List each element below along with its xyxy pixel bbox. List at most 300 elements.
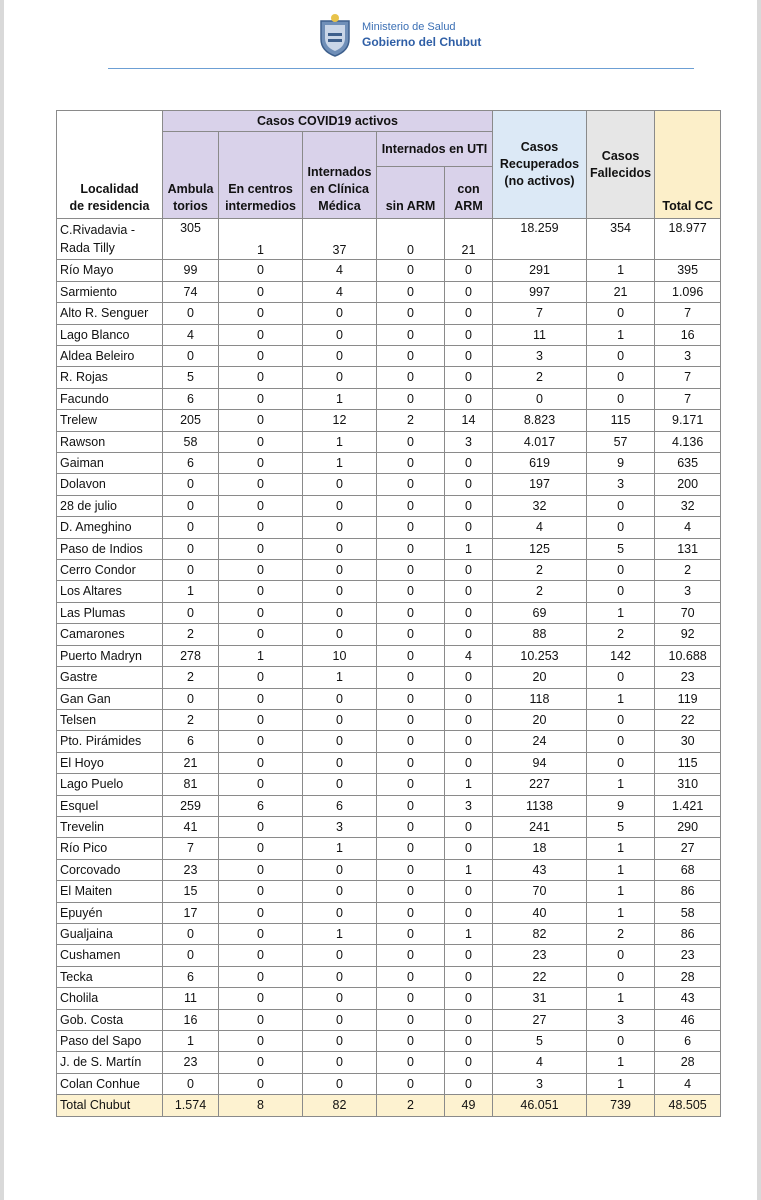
cell-con-arm: 0 bbox=[445, 966, 493, 987]
cell-centros: 0 bbox=[219, 731, 303, 752]
cell-fallecidos: 9 bbox=[587, 795, 655, 816]
cell-fallecidos: 0 bbox=[587, 731, 655, 752]
cell-fallecidos: 354 bbox=[587, 219, 655, 260]
cell-clinica: 37 bbox=[303, 219, 377, 260]
cell-total: 6 bbox=[655, 1031, 721, 1052]
cell-recuperados: 8.823 bbox=[493, 410, 587, 431]
cell-centros: 0 bbox=[219, 966, 303, 987]
cell-total: 22 bbox=[655, 709, 721, 730]
cell-sin-arm: 0 bbox=[377, 1052, 445, 1073]
table-row bbox=[57, 388, 721, 409]
cell-recuperados: 125 bbox=[493, 538, 587, 559]
cell-sin-arm: 0 bbox=[377, 881, 445, 902]
col-localidad-header: Localidad de residencia bbox=[57, 111, 163, 219]
cell-con-arm: 0 bbox=[445, 602, 493, 623]
cell-localidad: Río Mayo bbox=[57, 260, 163, 281]
cell-localidad: Puerto Madryn bbox=[57, 645, 163, 666]
cell-ambulatorios: 205 bbox=[163, 410, 219, 431]
cell-con-arm: 0 bbox=[445, 667, 493, 688]
cell-recuperados: 20 bbox=[493, 709, 587, 730]
cell-centros: 0 bbox=[219, 538, 303, 559]
cell-total: 23 bbox=[655, 945, 721, 966]
cell-sin-arm: 0 bbox=[377, 667, 445, 688]
table-row bbox=[57, 902, 721, 923]
cell-ambulatorios: 0 bbox=[163, 923, 219, 944]
table-row bbox=[57, 453, 721, 474]
table-row bbox=[57, 795, 721, 816]
cell-ambulatorios: 0 bbox=[163, 688, 219, 709]
cell-clinica: 6 bbox=[303, 795, 377, 816]
table-row bbox=[57, 688, 721, 709]
cell-recuperados: 11 bbox=[493, 324, 587, 345]
cell-sin-arm: 0 bbox=[377, 602, 445, 623]
cell-ambulatorios: 16 bbox=[163, 1009, 219, 1030]
cell-ambulatorios: 11 bbox=[163, 988, 219, 1009]
cell-ambulatorios: 278 bbox=[163, 645, 219, 666]
cell-fallecidos: 57 bbox=[587, 431, 655, 452]
col-clinica-header: Internados en Clínica Médica bbox=[303, 132, 377, 219]
table-row bbox=[57, 367, 721, 388]
cell-recuperados: 40 bbox=[493, 902, 587, 923]
table-row bbox=[57, 752, 721, 773]
cell-clinica: 0 bbox=[303, 624, 377, 645]
table-row bbox=[57, 1031, 721, 1052]
cell-clinica: 0 bbox=[303, 1009, 377, 1030]
cell-ambulatorios: 0 bbox=[163, 303, 219, 324]
cell-localidad: Tecka bbox=[57, 966, 163, 987]
cell-centros: 0 bbox=[219, 303, 303, 324]
cell-con-arm: 3 bbox=[445, 795, 493, 816]
cell-recuperados: 10.253 bbox=[493, 645, 587, 666]
cell-sin-arm: 0 bbox=[377, 303, 445, 324]
cell-centros: 1 bbox=[219, 219, 303, 260]
cell-con-arm: 0 bbox=[445, 1073, 493, 1094]
cell-ambulatorios: 6 bbox=[163, 966, 219, 987]
cell-centros: 0 bbox=[219, 602, 303, 623]
table-row bbox=[57, 474, 721, 495]
table-row bbox=[57, 1073, 721, 1094]
total-row bbox=[57, 1095, 721, 1116]
cell-clinica: 0 bbox=[303, 709, 377, 730]
cell-clinica: 0 bbox=[303, 303, 377, 324]
table-row bbox=[57, 945, 721, 966]
cell-localidad: Telsen bbox=[57, 709, 163, 730]
cell-total: 28 bbox=[655, 1052, 721, 1073]
cell-sin-arm: 0 bbox=[377, 560, 445, 581]
cell-con-arm: 0 bbox=[445, 709, 493, 730]
cell-localidad: Colan Conhue bbox=[57, 1073, 163, 1094]
col-con-arm-header: con ARM bbox=[445, 167, 493, 219]
cell-total: 200 bbox=[655, 474, 721, 495]
cell-total: 16 bbox=[655, 324, 721, 345]
cell-fallecidos: 0 bbox=[587, 966, 655, 987]
cell-ambulatorios: 23 bbox=[163, 1052, 219, 1073]
cell-ambulatorios: 1 bbox=[163, 581, 219, 602]
cell-con-arm: 0 bbox=[445, 560, 493, 581]
cell-localidad: Alto R. Senguer bbox=[57, 303, 163, 324]
cell-ambulatorios: 7 bbox=[163, 838, 219, 859]
cell-centros: 0 bbox=[219, 923, 303, 944]
cell-clinica: 0 bbox=[303, 346, 377, 367]
cell-sin-arm: 0 bbox=[377, 260, 445, 281]
cell-centros: 0 bbox=[219, 859, 303, 880]
cell-total: 7 bbox=[655, 367, 721, 388]
cell-sin-arm: 0 bbox=[377, 517, 445, 538]
cell-clinica: 0 bbox=[303, 560, 377, 581]
cell-ambulatorios: 17 bbox=[163, 902, 219, 923]
cell-sin-arm: 0 bbox=[377, 988, 445, 1009]
cell-centros: 6 bbox=[219, 795, 303, 816]
cell-total: 4 bbox=[655, 517, 721, 538]
cell-centros: 0 bbox=[219, 388, 303, 409]
cell-fallecidos: 1 bbox=[587, 260, 655, 281]
total-cell-con-arm: 49 bbox=[445, 1095, 493, 1116]
cell-localidad: Pto. Pirámides bbox=[57, 731, 163, 752]
cell-localidad: C.Rivadavia - Rada Tilly bbox=[57, 219, 163, 260]
cell-fallecidos: 9 bbox=[587, 453, 655, 474]
cell-clinica: 0 bbox=[303, 517, 377, 538]
cell-sin-arm: 0 bbox=[377, 709, 445, 730]
cell-ambulatorios: 5 bbox=[163, 367, 219, 388]
cell-fallecidos: 0 bbox=[587, 367, 655, 388]
table-row bbox=[57, 517, 721, 538]
cell-sin-arm: 0 bbox=[377, 474, 445, 495]
cell-sin-arm: 0 bbox=[377, 1009, 445, 1030]
table-body bbox=[57, 219, 721, 1095]
table-row bbox=[57, 495, 721, 516]
cell-centros: 0 bbox=[219, 1052, 303, 1073]
cell-recuperados: 7 bbox=[493, 303, 587, 324]
cell-con-arm: 0 bbox=[445, 624, 493, 645]
cell-ambulatorios: 74 bbox=[163, 281, 219, 302]
cell-localidad: Cholila bbox=[57, 988, 163, 1009]
cell-ambulatorios: 0 bbox=[163, 602, 219, 623]
cell-recuperados: 18.259 bbox=[493, 219, 587, 260]
cell-centros: 0 bbox=[219, 688, 303, 709]
active-cases-group-header: Casos COVID19 activos bbox=[163, 111, 493, 132]
cell-fallecidos: 1 bbox=[587, 838, 655, 859]
table-row bbox=[57, 346, 721, 367]
cell-centros: 0 bbox=[219, 988, 303, 1009]
cell-recuperados: 3 bbox=[493, 1073, 587, 1094]
cell-ambulatorios: 259 bbox=[163, 795, 219, 816]
cell-con-arm: 0 bbox=[445, 346, 493, 367]
cell-total: 46 bbox=[655, 1009, 721, 1030]
cell-localidad: Dolavon bbox=[57, 474, 163, 495]
cell-con-arm: 0 bbox=[445, 838, 493, 859]
cell-fallecidos: 0 bbox=[587, 495, 655, 516]
cell-con-arm: 0 bbox=[445, 517, 493, 538]
cell-recuperados: 4 bbox=[493, 517, 587, 538]
cell-localidad: Gaiman bbox=[57, 453, 163, 474]
cell-centros: 0 bbox=[219, 902, 303, 923]
cell-total: 68 bbox=[655, 859, 721, 880]
cell-ambulatorios: 305 bbox=[163, 219, 219, 260]
cell-ambulatorios: 0 bbox=[163, 538, 219, 559]
cell-recuperados: 0 bbox=[493, 388, 587, 409]
cell-recuperados: 1138 bbox=[493, 795, 587, 816]
cell-localidad: Trevelin bbox=[57, 816, 163, 837]
total-cell-sin-arm: 2 bbox=[377, 1095, 445, 1116]
table-row bbox=[57, 560, 721, 581]
cell-sin-arm: 0 bbox=[377, 752, 445, 773]
cell-fallecidos: 0 bbox=[587, 581, 655, 602]
col-fallecidos-header: Casos Fallecidos bbox=[587, 111, 655, 219]
table-row bbox=[57, 1052, 721, 1073]
table-row bbox=[57, 1009, 721, 1030]
cell-centros: 0 bbox=[219, 324, 303, 345]
total-cell-centros: 8 bbox=[219, 1095, 303, 1116]
cell-ambulatorios: 0 bbox=[163, 945, 219, 966]
cell-localidad: Lago Puelo bbox=[57, 774, 163, 795]
cell-fallecidos: 2 bbox=[587, 923, 655, 944]
table-row bbox=[57, 260, 721, 281]
cell-clinica: 1 bbox=[303, 923, 377, 944]
cell-localidad: Lago Blanco bbox=[57, 324, 163, 345]
cell-total: 115 bbox=[655, 752, 721, 773]
cell-recuperados: 22 bbox=[493, 966, 587, 987]
cell-total: 43 bbox=[655, 988, 721, 1009]
cell-centros: 0 bbox=[219, 838, 303, 859]
cell-con-arm: 1 bbox=[445, 538, 493, 559]
cell-recuperados: 32 bbox=[493, 495, 587, 516]
cell-centros: 0 bbox=[219, 560, 303, 581]
cell-fallecidos: 1 bbox=[587, 902, 655, 923]
col-ambulatorios-header: Ambula torios bbox=[163, 132, 219, 219]
cell-centros: 0 bbox=[219, 1009, 303, 1030]
table-row bbox=[57, 988, 721, 1009]
document-page bbox=[4, 0, 757, 1200]
cell-sin-arm: 0 bbox=[377, 645, 445, 666]
cell-clinica: 0 bbox=[303, 1073, 377, 1094]
cell-sin-arm: 0 bbox=[377, 431, 445, 452]
cell-total: 9.171 bbox=[655, 410, 721, 431]
cell-centros: 0 bbox=[219, 709, 303, 730]
cell-con-arm: 0 bbox=[445, 324, 493, 345]
cell-recuperados: 27 bbox=[493, 1009, 587, 1030]
cell-recuperados: 24 bbox=[493, 731, 587, 752]
cell-clinica: 0 bbox=[303, 731, 377, 752]
table-row bbox=[57, 859, 721, 880]
table-row bbox=[57, 410, 721, 431]
cell-centros: 0 bbox=[219, 881, 303, 902]
cell-fallecidos: 1 bbox=[587, 1073, 655, 1094]
cell-recuperados: 94 bbox=[493, 752, 587, 773]
table-row bbox=[57, 838, 721, 859]
cell-fallecidos: 0 bbox=[587, 517, 655, 538]
cell-centros: 0 bbox=[219, 517, 303, 538]
cell-recuperados: 88 bbox=[493, 624, 587, 645]
cell-recuperados: 2 bbox=[493, 560, 587, 581]
cell-clinica: 0 bbox=[303, 1031, 377, 1052]
cell-recuperados: 197 bbox=[493, 474, 587, 495]
col-total-header: Total CC bbox=[655, 111, 721, 219]
cell-ambulatorios: 1 bbox=[163, 1031, 219, 1052]
cell-centros: 0 bbox=[219, 410, 303, 431]
cell-total: 28 bbox=[655, 966, 721, 987]
cell-ambulatorios: 0 bbox=[163, 1073, 219, 1094]
cell-clinica: 0 bbox=[303, 945, 377, 966]
cell-recuperados: 18 bbox=[493, 838, 587, 859]
cell-total: 30 bbox=[655, 731, 721, 752]
cell-con-arm: 0 bbox=[445, 474, 493, 495]
table-row bbox=[57, 923, 721, 944]
cell-fallecidos: 0 bbox=[587, 667, 655, 688]
cell-localidad: Gualjaina bbox=[57, 923, 163, 944]
cell-sin-arm: 0 bbox=[377, 388, 445, 409]
cell-ambulatorios: 41 bbox=[163, 816, 219, 837]
uti-group-header: Internados en UTI bbox=[377, 132, 493, 167]
cell-ambulatorios: 2 bbox=[163, 709, 219, 730]
cell-con-arm: 3 bbox=[445, 431, 493, 452]
cell-recuperados: 291 bbox=[493, 260, 587, 281]
cell-fallecidos: 3 bbox=[587, 474, 655, 495]
cell-centros: 0 bbox=[219, 945, 303, 966]
cell-fallecidos: 1 bbox=[587, 859, 655, 880]
cell-con-arm: 0 bbox=[445, 688, 493, 709]
cell-recuperados: 118 bbox=[493, 688, 587, 709]
cell-con-arm: 0 bbox=[445, 881, 493, 902]
cell-total: 4 bbox=[655, 1073, 721, 1094]
cell-clinica: 0 bbox=[303, 474, 377, 495]
col-sin-arm-header: sin ARM bbox=[377, 167, 445, 219]
cell-fallecidos: 1 bbox=[587, 988, 655, 1009]
cell-localidad: Corcovado bbox=[57, 859, 163, 880]
cell-total: 3 bbox=[655, 581, 721, 602]
cell-centros: 0 bbox=[219, 453, 303, 474]
cell-total: 23 bbox=[655, 667, 721, 688]
cell-total: 2 bbox=[655, 560, 721, 581]
cell-localidad: Paso de Indios bbox=[57, 538, 163, 559]
cell-centros: 0 bbox=[219, 1073, 303, 1094]
cell-ambulatorios: 23 bbox=[163, 859, 219, 880]
cell-clinica: 0 bbox=[303, 581, 377, 602]
cell-fallecidos: 0 bbox=[587, 709, 655, 730]
cell-con-arm: 0 bbox=[445, 388, 493, 409]
cell-sin-arm: 0 bbox=[377, 581, 445, 602]
cell-recuperados: 2 bbox=[493, 367, 587, 388]
cell-con-arm: 0 bbox=[445, 1009, 493, 1030]
cell-con-arm: 0 bbox=[445, 1052, 493, 1073]
cell-total: 119 bbox=[655, 688, 721, 709]
table-row bbox=[57, 538, 721, 559]
col-recuperados-header: Casos Recuperados (no activos) bbox=[493, 111, 587, 219]
cell-recuperados: 619 bbox=[493, 453, 587, 474]
cell-localidad: Cerro Condor bbox=[57, 560, 163, 581]
table-row bbox=[57, 431, 721, 452]
cell-total: 1.096 bbox=[655, 281, 721, 302]
cell-centros: 0 bbox=[219, 774, 303, 795]
cell-con-arm: 0 bbox=[445, 581, 493, 602]
cell-clinica: 0 bbox=[303, 859, 377, 880]
table-row bbox=[57, 602, 721, 623]
cell-con-arm: 0 bbox=[445, 303, 493, 324]
cell-total: 290 bbox=[655, 816, 721, 837]
cell-localidad: Cushamen bbox=[57, 945, 163, 966]
total-cell-total: 48.505 bbox=[655, 1095, 721, 1116]
total-cell-recuperados: 46.051 bbox=[493, 1095, 587, 1116]
table-row bbox=[57, 581, 721, 602]
cell-clinica: 0 bbox=[303, 752, 377, 773]
table-row bbox=[57, 324, 721, 345]
cell-con-arm: 0 bbox=[445, 945, 493, 966]
cell-total: 92 bbox=[655, 624, 721, 645]
cell-centros: 0 bbox=[219, 346, 303, 367]
cell-ambulatorios: 0 bbox=[163, 495, 219, 516]
chubut-crest-icon bbox=[316, 13, 354, 57]
cell-clinica: 0 bbox=[303, 538, 377, 559]
cell-con-arm: 21 bbox=[445, 219, 493, 260]
cell-total: 86 bbox=[655, 881, 721, 902]
cell-con-arm: 0 bbox=[445, 1031, 493, 1052]
cell-localidad: Gastre bbox=[57, 667, 163, 688]
table-row bbox=[57, 816, 721, 837]
cell-sin-arm: 0 bbox=[377, 219, 445, 260]
cell-con-arm: 0 bbox=[445, 816, 493, 837]
ministry-name: Ministerio de Salud bbox=[362, 21, 456, 33]
total-cell-ambulatorios: 1.574 bbox=[163, 1095, 219, 1116]
cell-centros: 0 bbox=[219, 431, 303, 452]
cell-localidad: Río Pico bbox=[57, 838, 163, 859]
total-cell-fallecidos: 739 bbox=[587, 1095, 655, 1116]
cell-localidad: Sarmiento bbox=[57, 281, 163, 302]
cell-recuperados: 23 bbox=[493, 945, 587, 966]
cell-centros: 0 bbox=[219, 495, 303, 516]
cell-ambulatorios: 99 bbox=[163, 260, 219, 281]
cell-ambulatorios: 6 bbox=[163, 731, 219, 752]
cell-sin-arm: 0 bbox=[377, 624, 445, 645]
cell-localidad: Camarones bbox=[57, 624, 163, 645]
cell-con-arm: 0 bbox=[445, 367, 493, 388]
total-cell-localidad: Total Chubut bbox=[57, 1095, 163, 1116]
cell-sin-arm: 2 bbox=[377, 410, 445, 431]
cell-total: 58 bbox=[655, 902, 721, 923]
cell-fallecidos: 142 bbox=[587, 645, 655, 666]
cell-recuperados: 20 bbox=[493, 667, 587, 688]
cell-localidad: Gob. Costa bbox=[57, 1009, 163, 1030]
cell-localidad: D. Ameghino bbox=[57, 517, 163, 538]
table-row bbox=[57, 645, 721, 666]
cell-sin-arm: 0 bbox=[377, 838, 445, 859]
cell-sin-arm: 0 bbox=[377, 453, 445, 474]
cell-sin-arm: 0 bbox=[377, 774, 445, 795]
cell-centros: 0 bbox=[219, 816, 303, 837]
cell-centros: 0 bbox=[219, 281, 303, 302]
cell-clinica: 0 bbox=[303, 881, 377, 902]
cell-fallecidos: 5 bbox=[587, 816, 655, 837]
cell-ambulatorios: 21 bbox=[163, 752, 219, 773]
cell-ambulatorios: 81 bbox=[163, 774, 219, 795]
cell-centros: 0 bbox=[219, 367, 303, 388]
cell-clinica: 0 bbox=[303, 774, 377, 795]
table-row bbox=[57, 774, 721, 795]
cell-recuperados: 227 bbox=[493, 774, 587, 795]
cell-centros: 0 bbox=[219, 581, 303, 602]
cell-total: 10.688 bbox=[655, 645, 721, 666]
cell-fallecidos: 1 bbox=[587, 602, 655, 623]
cell-clinica: 0 bbox=[303, 602, 377, 623]
cell-total: 635 bbox=[655, 453, 721, 474]
cell-con-arm: 0 bbox=[445, 731, 493, 752]
cell-con-arm: 0 bbox=[445, 752, 493, 773]
cell-clinica: 3 bbox=[303, 816, 377, 837]
cell-total: 27 bbox=[655, 838, 721, 859]
table-row bbox=[57, 219, 721, 260]
cell-recuperados: 4 bbox=[493, 1052, 587, 1073]
cell-centros: 0 bbox=[219, 752, 303, 773]
cell-total: 395 bbox=[655, 260, 721, 281]
cell-fallecidos: 0 bbox=[587, 303, 655, 324]
